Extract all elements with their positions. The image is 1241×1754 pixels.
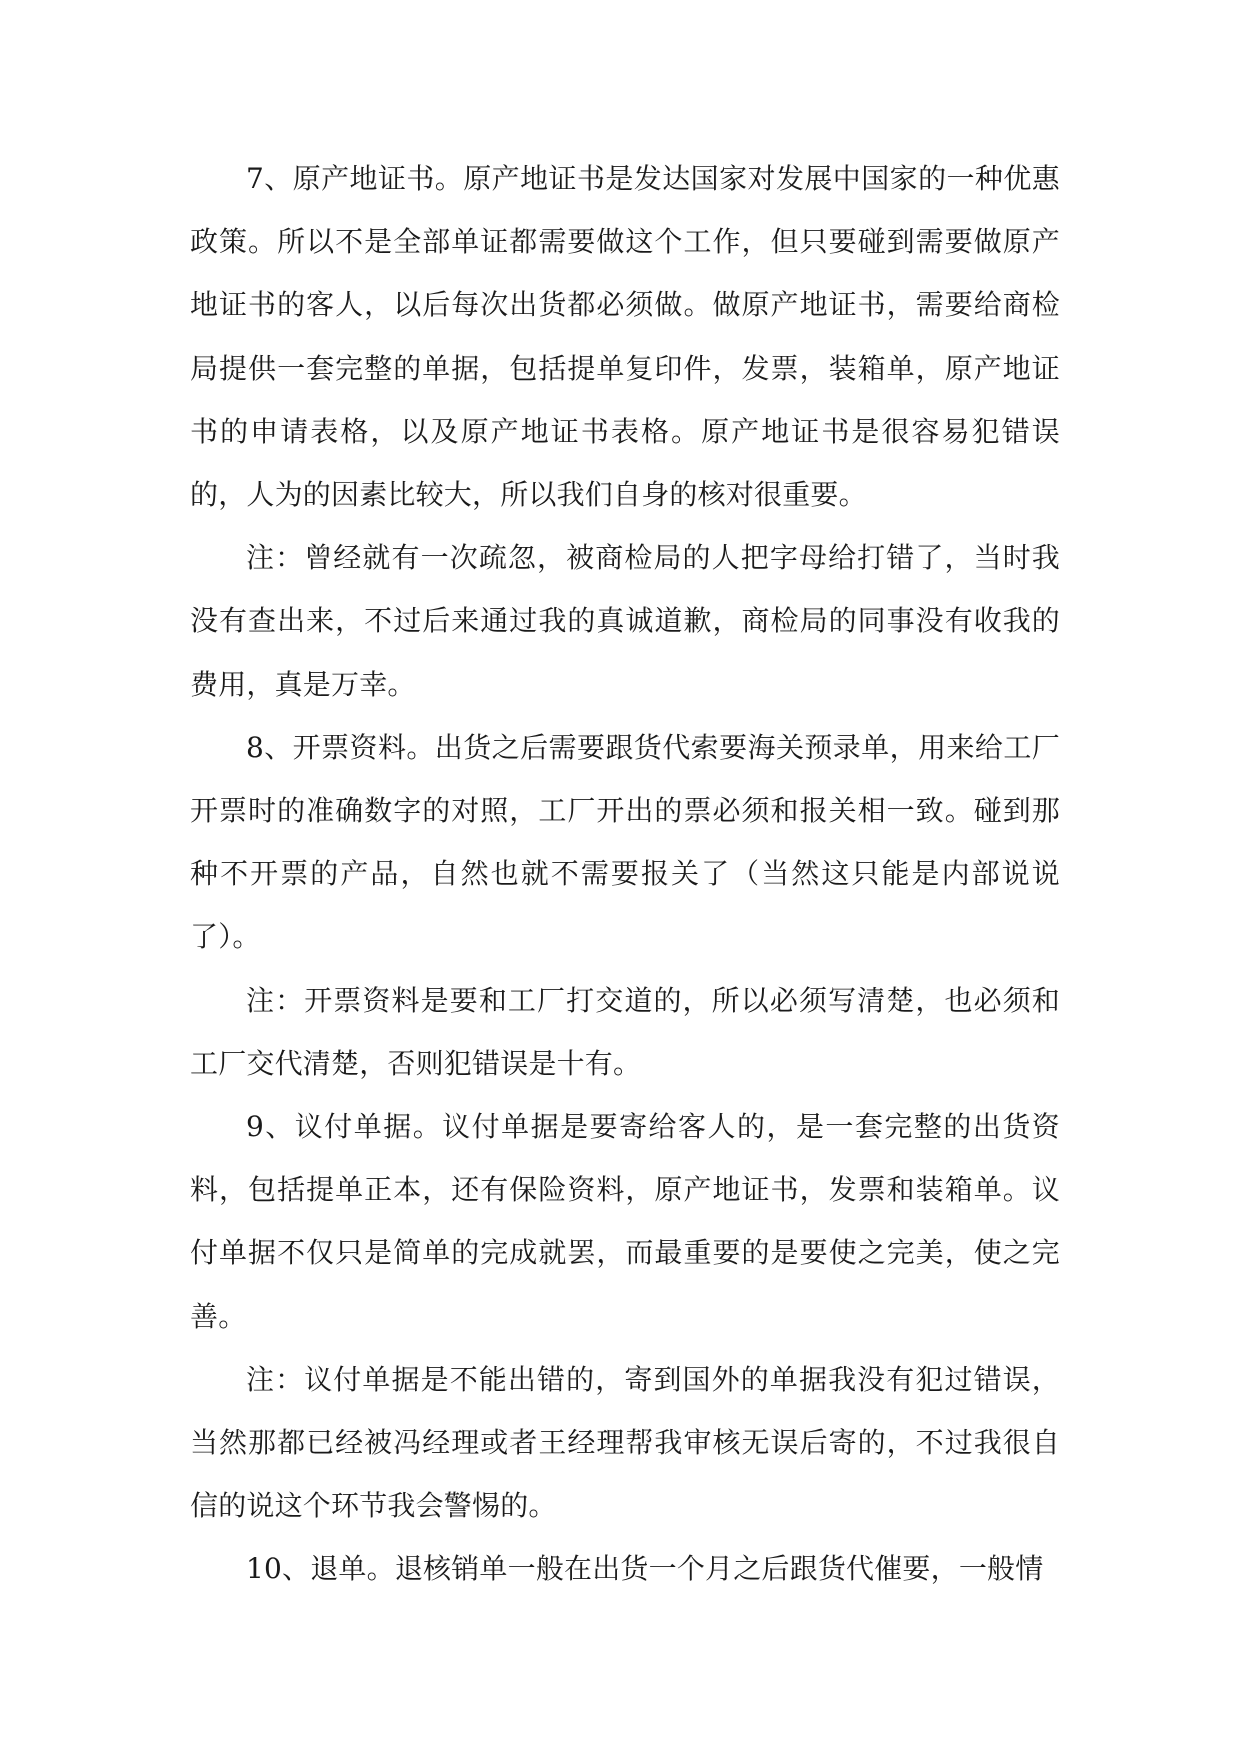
paragraph-negotiation-documents: 9、议付单据。议付单据是要寄给客人的，是一套完整的出货资料，包括提单正本，还有保险资料，原产地证书，发票和装箱单。议付单据不仅只是简单的完成就罢，而最重要的是要使之完美，使之完善。: [190, 1110, 1060, 1333]
paragraph-note-2: 注：开票资料是要和工厂打交道的，所以必须写清楚，也必须和工厂交代清楚，否则犯错误是十有。: [190, 983, 1060, 1080]
paragraph-certificate-of-origin: 7、原产地证书。原产地证书是发达国家对发展中国家的一种优惠政策。所以不是全部单证都需要做这个工作，但只要碰到需要做原产地证书的客人，以后每次出货都必须做。做原产地证书，需要给商检局提供一套完整的单据，包括提单复印件，发票，装箱单，原产地证书的申请表格，以及原产地证书表格。原产地证书是很容易犯错误的，人为的因素比较大，所以我们自身的核对很重要。: [190, 162, 1060, 512]
paragraph-note-3: 注：议付单据是不能出错的，寄到国外的单据我没有犯过错误，当然那都已经被冯经理或者王经理帮我审核无误后寄的，不过我很自信的说这个环节我会警惕的。: [190, 1362, 1060, 1523]
paragraph-return-documents: 10、退单。退核销单一般在出货一个月之后跟货代催要，一般情: [246, 1552, 1044, 1586]
paragraph-invoicing-data: 8、开票资料。出货之后需要跟货代索要海关预录单，用来给工厂开票时的准确数字的对照，工厂开出的票必须和报关相一致。碰到那种不开票的产品，自然也就不需要报关了（当然这只能是内部说说了）。: [190, 730, 1060, 954]
document-body: [190, 147, 1060, 1601]
paragraph-note-1: 注：曾经就有一次疏忽，被商检局的人把字母给打错了，当时我没有查出来，不过后来通过我的真诚道歉，商检局的同事没有收我的费用，真是万幸。: [190, 541, 1060, 701]
